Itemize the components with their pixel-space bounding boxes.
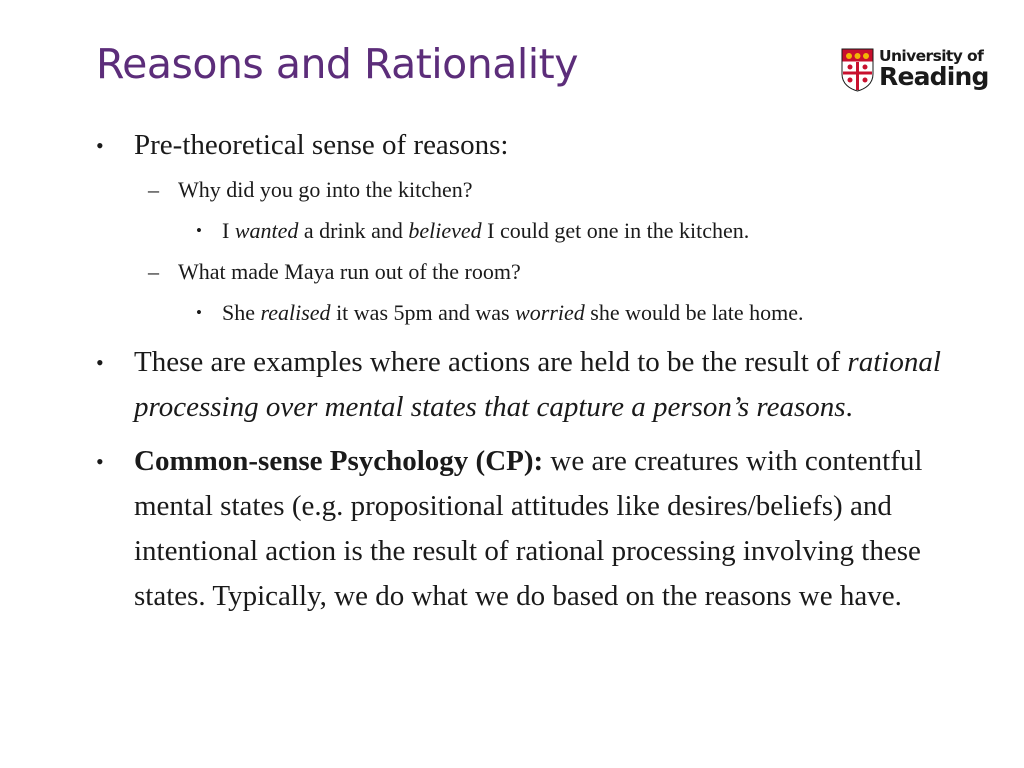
text-run: she would be late home. xyxy=(584,300,804,325)
dash-marker: – xyxy=(148,259,159,284)
sub-bullet-text: Why did you go into the kitchen? xyxy=(178,177,473,202)
logo-wordmark xyxy=(879,48,989,89)
bullet-examples xyxy=(96,340,976,430)
text-run: . xyxy=(845,391,853,423)
bullet-text: Pre-theoretical sense of reasons: xyxy=(134,129,509,161)
bullet-marker: • xyxy=(196,221,202,240)
emphasis-wanted: wanted xyxy=(234,218,299,243)
emphasis-believed: believed xyxy=(408,218,482,243)
text-run: I xyxy=(222,218,235,243)
crest-icon xyxy=(841,48,874,92)
bullet-marker: • xyxy=(96,133,104,158)
university-logo xyxy=(841,47,989,94)
logo-line-1: University of xyxy=(879,47,984,65)
text-run: a drink and xyxy=(298,218,409,243)
sub-sub-bullet-text xyxy=(222,216,749,246)
bullet-text xyxy=(134,340,976,430)
sub-sub-bullet-text xyxy=(222,298,804,328)
text-run: we are creatures with contentful mental states (e.g. propositional attitudes like desires/beliefs) and intentional action is the result of rational processing involving these states. Typically, we do what we do based on the reasons we have. xyxy=(134,445,923,612)
sub-bullet-maya-question xyxy=(148,257,521,287)
text-run: She xyxy=(222,300,261,325)
bullet-common-sense-psychology xyxy=(96,439,976,619)
emphasis-worried: worried xyxy=(515,300,585,325)
bullet-pre-theoretical xyxy=(96,123,976,168)
emphasis-rational-processing: rational processing over mental states that capture a person’s reasons xyxy=(134,346,941,423)
bullet-marker: • xyxy=(196,303,202,322)
emphasis-realised: realised xyxy=(260,300,331,325)
bullet-marker: • xyxy=(96,350,104,375)
term-common-sense-psychology: Common-sense Psychology (CP): xyxy=(134,445,544,477)
text-run: it was 5pm and was xyxy=(330,300,516,325)
sub-bullet-text: What made Maya run out of the room? xyxy=(178,259,521,284)
logo-line-2: Reading xyxy=(879,61,989,91)
slide-title: Reasons and Rationality xyxy=(96,40,578,88)
sub-sub-bullet-kitchen-answer xyxy=(196,216,749,246)
text-run: I could get one in the kitchen. xyxy=(481,218,750,243)
bullet-text xyxy=(134,439,976,619)
text-run: These are examples where actions are held to be the result of xyxy=(134,346,848,378)
sub-sub-bullet-maya-answer xyxy=(196,298,804,328)
sub-bullet-kitchen-question xyxy=(148,175,473,205)
bullet-marker: • xyxy=(96,449,104,474)
dash-marker: – xyxy=(148,177,159,202)
